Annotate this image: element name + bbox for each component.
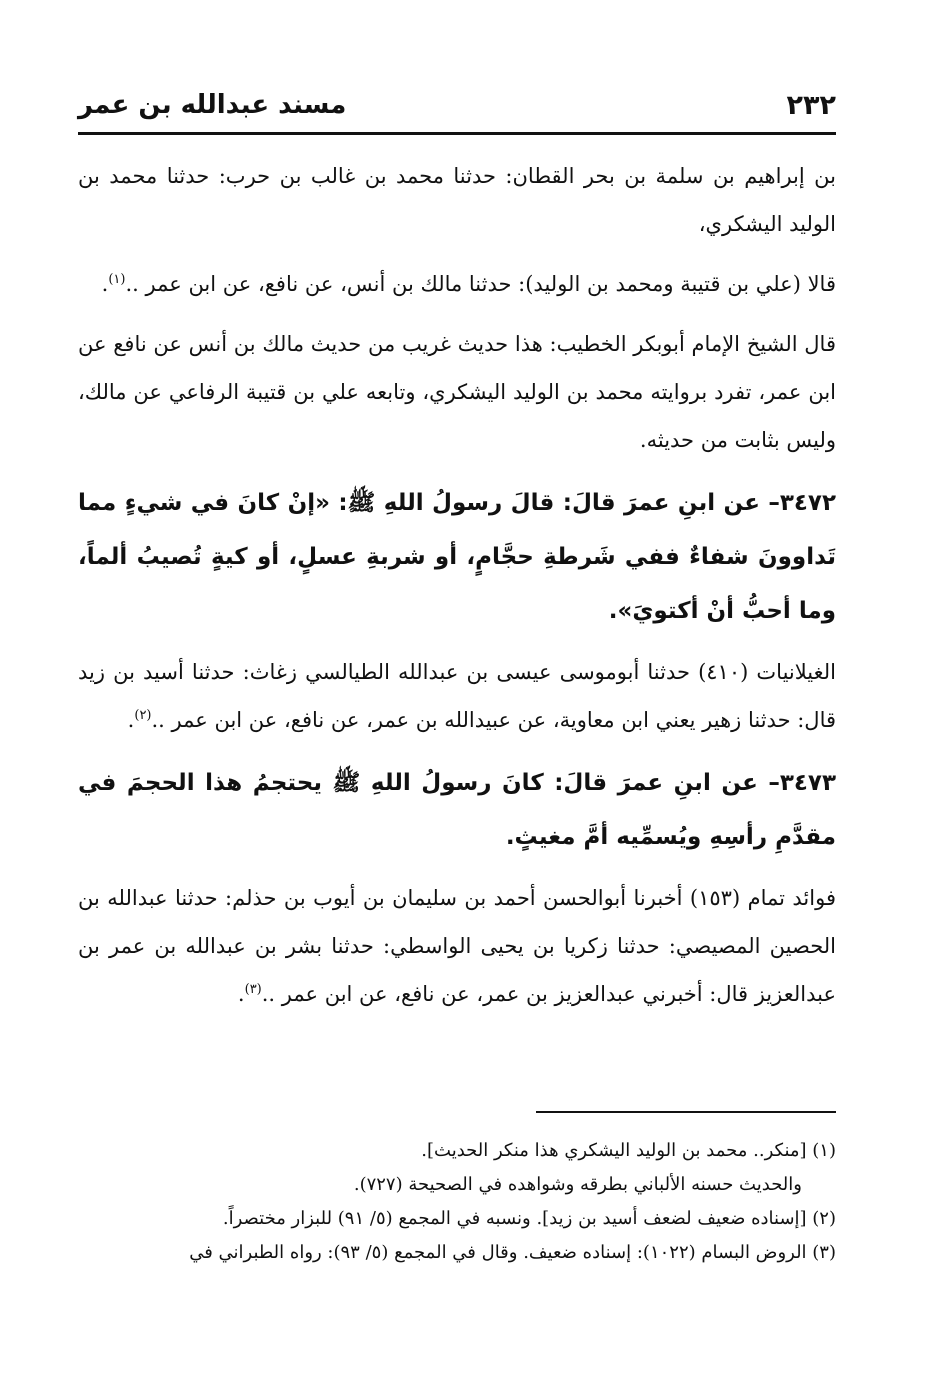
running-title: مسند عبدالله بن عمر <box>78 90 347 120</box>
paragraph-text: فوائد تمام (١٥٣) أخبرنا أبوالحسن أحمد بن سليمان بن أيوب بن حذلم: حدثنا عبدالله بن الحصين المصيصي: حدثنا زكريا بن يحيى الواسطي: حدثنا بشر بن عبدالله بن عمر بن عبدالعزيز قال: أخبرني عبدالعزيز بن عمر، عن نافع، عن ابن عمر .. <box>78 886 836 1006</box>
paragraph-isnad-2: قالا (علي بن قتيبة ومحمد بن الوليد): حدثنا مالك بن أنس، عن نافع، عن ابن عمر ..$^{(١)}$. <box>101 272 836 296</box>
hadith-3473 <box>78 756 836 864</box>
footnote-2: (٢) [إسناده ضعيف لضعف أسيد بن زيد]. ونسبه في المجمع (٥/ ٩١) للبزار مختصراً. <box>222 1208 836 1229</box>
paragraph-text: بن إبراهيم بن سلمة بن بحر القطان: حدثنا محمد بن غالب بن حرب: حدثنا محمد بن الوليد اليشكري، <box>78 164 836 236</box>
hadith-text: عن ابنِ عمرَ قالَ: كانَ رسولُ اللهِ ﷺ يحتجمُ هذا الحجمَ في مقدَّمِ رأسِهِ ويُسمِّيه أمَّ مغيثٍ. <box>78 770 836 850</box>
footnote-1-continuation: والحديث حسنه الألباني بطرقه وشواهده في الصحيحة (٧٢٧). <box>353 1174 802 1195</box>
hadith-number: ٣٤٧٣– <box>768 770 836 796</box>
page-header <box>78 88 836 135</box>
footnote-3: (٣) الروض البسام (١٠٢٢): إسناده ضعيف. وقال في المجمع (٥/ ٩٣): رواه الطبراني في <box>189 1242 836 1263</box>
paragraph-text: قالا (علي بن قتيبة ومحمد بن الوليد): حدثنا مالك بن أنس، عن نافع، عن ابن عمر .. <box>125 272 836 296</box>
hadith-3472 <box>78 476 836 638</box>
footnote-marker: (١) <box>108 272 126 287</box>
paragraph-text: الغيلانيات (٤١٠) حدثنا أبوموسى عيسى بن عبدالله الطيالسي زغاث: حدثنا أسيد بن زيد قال: حدثنا زهير يعني ابن معاوية، عن عبيدالله بن عمر، عن نافع، عن ابن عمر .. <box>78 660 836 732</box>
footnote-1: (١) [منكر.. محمد بن الوليد اليشكري هذا منكر الحديث]. <box>421 1140 836 1161</box>
paragraph-commentary <box>78 320 836 464</box>
footnote-marker: (٣) <box>244 982 262 997</box>
paragraph-source-2: فوائد تمام (١٥٣) أخبرنا أبوالحسن أحمد بن سليمان بن أيوب بن حذلم: حدثنا عبدالله بن الحصين المصيصي: حدثنا زكريا بن يحيى الواسطي: حدثنا بشر بن عبدالله بن عمر بن عبدالعزيز قال: أخبرني عبدالعزيز بن عمر، عن نافع، عن ابن عمر ..$^{(٣)}$. <box>78 886 836 1006</box>
paragraph-isnad-1 <box>78 152 836 248</box>
hadith-number: ٣٤٧٢– <box>768 490 836 516</box>
paragraph-source-1: الغيلانيات (٤١٠) حدثنا أبوموسى عيسى بن عبدالله الطيالسي زغاث: حدثنا أسيد بن زيد قال: حدثنا زهير يعني ابن معاوية، عن عبيدالله بن عمر، عن نافع، عن ابن عمر ..$^{(٢)}$. <box>78 660 836 732</box>
paragraph-text: قال الشيخ الإمام أبوبكر الخطيب: هذا حديث غريب من حديث مالك بن أنس عن نافع عن ابن عمر، تفرد بروايته محمد بن الوليد اليشكري، وتابعه علي بن قتيبة الرفاعي عن مالك، وليس بثابت من حديثه. <box>78 332 836 452</box>
footnotes <box>78 1134 836 1270</box>
main-text <box>78 152 836 1030</box>
footnote-divider <box>536 1111 836 1113</box>
hadith-text: عن ابنِ عمرَ قالَ: قالَ رسولُ اللهِ ﷺ: «إنْ كانَ في شيءٍ مما تَداوونَ شفاءٌ ففي شَرطةِ حجَّامٍ، أو شربةِ عسلٍ، أو كيةٍ تُصيبُ ألماً، وما أحبُّ أنْ أكتويَ». <box>78 490 836 624</box>
footnote-marker: (٢) <box>134 708 152 723</box>
page-number: ٢٣٢ <box>786 90 836 121</box>
